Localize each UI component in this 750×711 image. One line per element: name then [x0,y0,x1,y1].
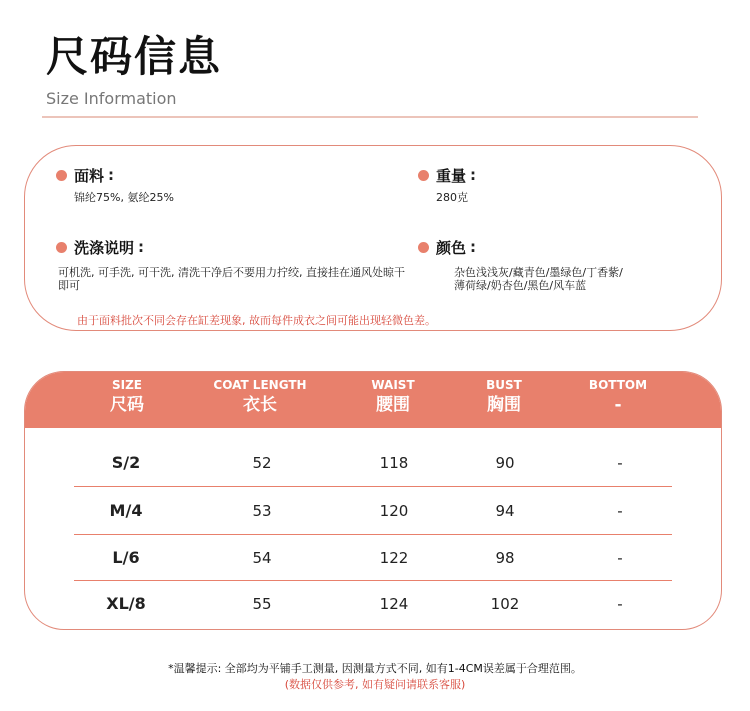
cell-bust: 98 [495,549,515,567]
col-head-cn: 胸围 [487,395,521,415]
cell-bust: 94 [495,502,515,520]
color-colon: : [470,238,477,256]
cell-coat-length: 55 [252,595,272,613]
col-head-cn: 尺码 [110,395,144,415]
bullet-dot-icon [56,242,67,253]
wash-field [56,237,410,292]
bullet-dot-icon [418,170,429,181]
col-head-en: COAT LENGTH [213,378,307,392]
bullet-dot-icon [56,170,67,181]
col-head-bottom [553,378,683,416]
cell-waist: 120 [379,502,409,520]
cell-waist: 122 [379,549,409,567]
color-label: 颜色 [436,238,467,257]
wash-value: 可机洗, 可手洗, 可干洗, 清洗干净后不要用力拧绞, 直接挂在通风处晾干即可 [58,266,405,292]
size-table-header [25,372,721,428]
weight-value: 280克 [436,191,468,204]
cell-bottom: - [617,454,623,472]
table-row [74,581,672,627]
col-head-en: SIZE [111,378,142,392]
page-title: 尺码信息 [46,32,223,81]
col-head-cn: 腰围 [376,395,410,415]
weight-colon: : [470,166,477,184]
col-head-bust [439,378,569,416]
cell-coat-length: 53 [252,502,272,520]
cell-coat-length: 52 [252,454,272,472]
cell-size: L/6 [112,548,140,567]
table-row [74,535,672,581]
col-head-en: BUST [486,378,522,392]
cell-coat-length: 54 [252,549,272,567]
weight-field [418,165,476,204]
material-field [56,165,174,204]
col-head-en: BOTTOM [588,378,648,392]
col-head-cn: - [614,395,622,415]
reference-note: (数据仅供参考, 如有疑问请联系客服) [284,678,466,691]
material-value: 锦纶75%, 氨纶25% [74,191,174,204]
col-head-coat-length [195,378,325,416]
cell-waist: 124 [379,595,409,613]
color-field [418,237,630,292]
table-row [74,488,672,534]
cell-waist: 118 [379,454,409,472]
cell-bottom: - [617,502,623,520]
cell-size: S/2 [111,453,141,472]
cell-bust: 102 [490,595,520,613]
color-difference-note: 由于面料批次不同会存在缸差现象, 故而每件成衣之间可能出现轻微色差。 [77,314,436,327]
cell-size: XL/8 [106,594,146,613]
table-row [74,440,672,486]
cell-bust: 90 [495,454,515,472]
cell-bottom: - [617,595,623,613]
title-divider [42,116,698,118]
cell-size: M/4 [109,501,143,520]
wash-colon: : [138,238,145,256]
col-head-size [62,378,192,416]
bullet-dot-icon [418,242,429,253]
col-head-en: WAIST [371,378,415,392]
weight-label: 重量 [436,166,467,185]
page-subtitle: Size Information [46,89,177,108]
cell-bottom: - [617,549,623,567]
color-value: 杂色浅浅灰/藏青色/墨绿色/丁香紫/薄荷绿/奶杏色/黑色/风车蓝 [454,266,623,292]
material-colon: : [108,166,115,184]
row-divider [74,486,672,487]
measurement-tip: *温馨提示: 全部均为平铺手工测量, 因测量方式不同, 如有1-4CM误差属于合理范围。 [168,662,582,675]
col-head-cn: 衣长 [243,395,277,415]
wash-label: 洗涤说明 [74,238,135,257]
material-label: 面料 [74,166,105,185]
